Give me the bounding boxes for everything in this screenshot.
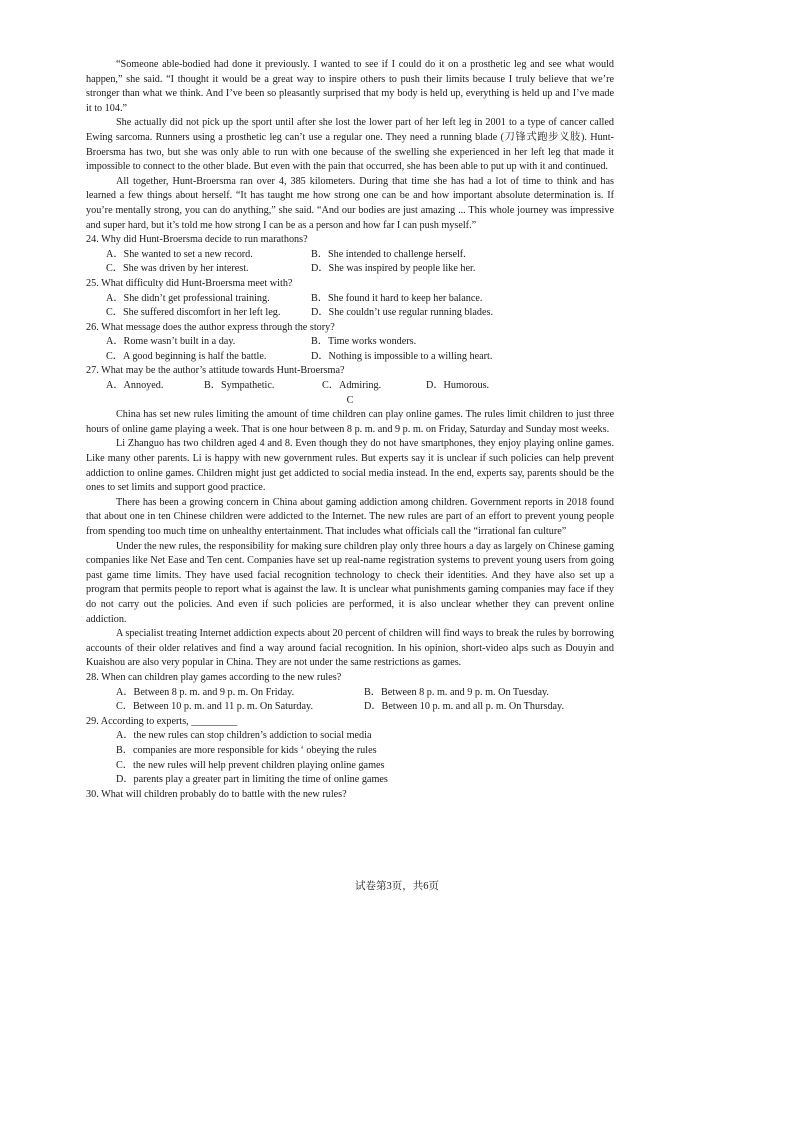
- question-stem: 30. What will children probably do to battle with the new rules?: [86, 788, 347, 800]
- option-c: C．She suffered discomfort in her left leg.: [106, 307, 281, 319]
- page-footer: 试卷第3页，共6页: [355, 881, 439, 892]
- question-29: [86, 715, 614, 788]
- option-d: D．She was inspired by people like her.: [311, 263, 476, 275]
- paragraph: China has set new rules limiting the amount of time children can play online games. The rules limit children to just three hours of online game playing a week. That is one hour between 8 p. m. and 9 p. m. on Friday, Saturday and Sunday most weeks.: [86, 409, 614, 435]
- question-26: [86, 321, 614, 365]
- option-b: B．Time works wonders.: [311, 336, 417, 348]
- paragraph: A specialist treating Internet addiction expects about 20 percent of children will find ways to break the rules by borrowing accounts of their older relatives and find a way around facial recognition. In his opinion, short-video alps such as Douyin and Kuaishou are also very popular in China. They are not under the same restrictions as games.: [86, 628, 614, 669]
- option-d: D．Between 10 p. m. and all p. m. On Thursday.: [364, 701, 565, 713]
- paragraph: “Someone able-bodied had done it previously. I wanted to see if I could do it on a prosthetic leg and see what would happen,” she said. “I thought it would be a great way to inspire others to push their limits because I truly believe that we’re stronger than what we think. And I’ve been so pleasantly surprised that my body is held up, everything is held up and I’ve made it to 104.”: [86, 59, 614, 114]
- option-a: A．She didn’t get professional training.: [106, 292, 270, 304]
- paragraph: Under the new rules, the responsibility for making sure children play only three hours a day as largely on Chinese gaming companies like Net Ease and Ten cent. Companies have set up real-name registration systems to prevent young users from going past game time limits. They have used facial recognition technology to check their identities. And they have also set up a program that permits people to report what is against the law. It is unclear what punishments gaming companies may face if they do not carry out the policies. And even if such policies are performed, it is also unclear whether they can prevent online addiction.: [86, 540, 614, 625]
- option-a: A．Annoyed.: [106, 380, 164, 392]
- option-a: A．the new rules can stop children’s addiction to social media: [116, 730, 372, 742]
- option-c: C．She was driven by her interest.: [106, 263, 249, 275]
- passage-c: [86, 408, 614, 671]
- paragraph: She actually did not pick up the sport until after she lost the lower part of her left leg in 2001 to a type of cancer called Ewing sarcoma. Runners using a prosthetic leg can’t use a regular one. They need a running blade (刀锋式跑步义肢). Hunt-Broersma has two, but she was only able to run with one because of the swelling she experienced in her left leg that made it impossible to connect to the other blade. But even with the pain that occurred, she has been able to put up with it and continued.: [86, 117, 614, 173]
- paragraph: All together, Hunt-Broersma ran over 4, 385 kilometers. During that time she has had a lot of time to think and has learned a few things about herself. “It has taught me how strong one can be and how important absolute determination is. If you’re mentally strong, you can do anything,” she said. “And our bodies are just amazing ... This whole journey was impressive and super hard, but it’s told me how strong I can be as a person and how far I can push myself.”: [86, 175, 614, 231]
- question-stem: 26. What message does the author express through the story?: [86, 321, 335, 333]
- option-b: B．She intended to challenge herself.: [311, 248, 466, 260]
- exam-page: [86, 58, 614, 802]
- option-b: B．Sympathetic.: [204, 380, 275, 392]
- option-d: D．Nothing is impossible to a willing heart.: [311, 350, 493, 362]
- question-30: [86, 788, 614, 803]
- option-a: A．She wanted to set a new record.: [106, 248, 253, 260]
- question-28: [86, 671, 614, 715]
- option-c: C．the new rules will help prevent children playing online games: [116, 759, 385, 771]
- question-stem: 29. According to experts, _________: [86, 715, 238, 727]
- paragraph: Li Zhanguo has two children aged 4 and 8. Even though they do not have smartphones, they enjoy playing online games. Like many other parents. Li is happy with new government rules. But experts say it is unclear if such policies can help prevent addiction to online games. Children might just get addicted to social media instead. In the end, experts say, parents should be the ones to set limits and support good practice.: [86, 438, 614, 494]
- option-a: A．Between 8 p. m. and 9 p. m. On Friday.: [116, 686, 295, 698]
- question-27: [86, 364, 614, 393]
- option-c: C．A good beginning is half the battle.: [106, 350, 267, 362]
- paragraph: There has been a growing concern in China about gaming addiction among children. Government reports in 2018 found that about one in ten Chinese children were addicted to the Internet. The new rules are part of an effort to prevent young people from spending too much time on unhealthy entertainment. That includes what officials call the “irrational fan culture”: [86, 496, 614, 537]
- passage-b: [86, 58, 614, 233]
- question-stem: 27. What may be the author’s attitude towards Hunt-Broersma?: [86, 365, 345, 377]
- option-b: B．Between 8 p. m. and 9 p. m. On Tuesday.: [364, 686, 549, 698]
- question-stem: 28. When can children play games according to the new rules?: [86, 671, 342, 683]
- question-24: [86, 233, 614, 277]
- option-d: D．Humorous.: [426, 380, 490, 392]
- question-stem: 25. What difficulty did Hunt-Broersma meet with?: [86, 277, 293, 289]
- section-heading: C: [346, 394, 354, 406]
- question-stem: 24. Why did Hunt-Broersma decide to run marathons?: [86, 234, 308, 246]
- question-25: [86, 277, 614, 321]
- option-a: A．Rome wasn’t built in a day.: [106, 336, 236, 348]
- option-d: D．She couldn’t use regular running blades.: [311, 307, 494, 319]
- option-d: D．parents play a greater part in limiting the time of online games: [116, 774, 388, 786]
- option-b: B．She found it hard to keep her balance.: [311, 292, 483, 304]
- option-c: C．Between 10 p. m. and 11 p. m. On Saturday.: [116, 701, 314, 713]
- option-b: B．companies are more responsible for kids ‘ obeying the rules: [116, 744, 377, 756]
- option-c: C．Admiring.: [322, 380, 382, 392]
